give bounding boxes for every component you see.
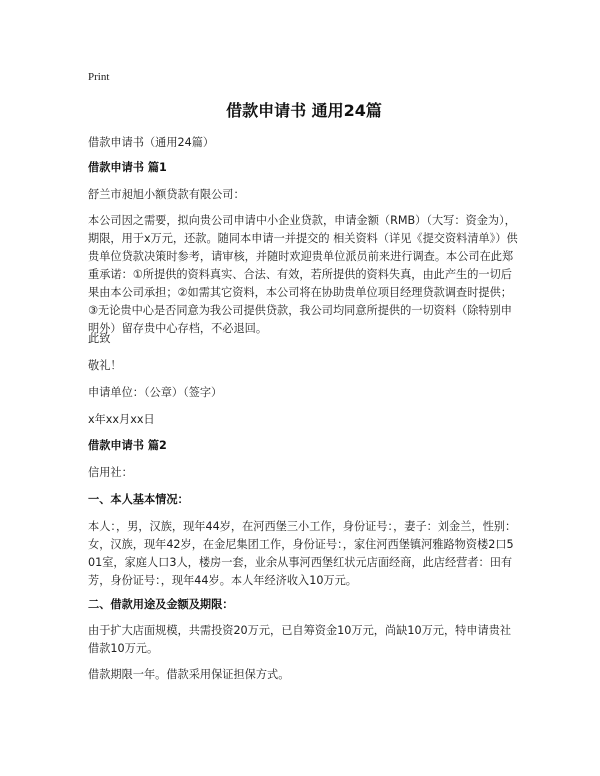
- print-link[interactable]: Print: [88, 71, 110, 83]
- section-2-sub2-body: 由于扩大店面规模，共需投资20万元，已自筹资金10万元，尚缺10万元，特申请贵社借款10万元。: [88, 624, 512, 655]
- intro-line: 借款申请书（通用24篇）: [88, 136, 215, 149]
- section-2-sub1-heading: 一、本人基本情况：: [88, 493, 189, 506]
- section-2-sub1-body: 本人：，男，汉族，现年44岁，在河西堡三小工作，身份证号：，妻子：刘金兰，性别：女，汉族，现年42岁，在金尼集团工作，身份证号：，家住河西堡镇河雅路物资楼2口501室，家庭人口3人，楼房一套，业余从事河西堡红状元店面经商，此店经营者：田有芳，身份证号：，现年44岁。本人年经济收入10万元。: [88, 520, 517, 587]
- section-2-heading: 借款申请书 篇2: [88, 439, 167, 452]
- section-1-date: x年xx月xx日: [88, 413, 155, 426]
- section-1-heading: 借款申请书 篇1: [88, 161, 167, 174]
- section-1-body: 本公司因之需要，拟向贵公司申请中小企业贷款，申请金额（RMB）（大写：资金为），期限，用于x万元，还款。随同本申请一并提交的 相关资料（详见《提交资料清单》）供贵单位贷款决策时参考，请审核，并随时欢迎贵单位派员前来进行调查。本公司在此郑重承诺：①所提供的资料真实、合法、有效，若所提供的资料失真，由此产生的一切后果由本公司承担；②如需其它资料，本公司将在协助贵单位项目经理贷款调查时提供；③无论贵中心是否同意为我公司提供贷款，我公司均同意所提供的一切资料（除特别申明外）留存贵中心存档，不必退回。: [88, 214, 518, 335]
- document-title: 借款申请书 通用24篇: [226, 101, 382, 120]
- section-2-salutation: 信用社：: [88, 466, 133, 479]
- section-2-sub2-term: 借款期限一年。借款采用保证担保方式。: [88, 668, 290, 681]
- section-1-salutation: 舒兰市昶旭小额贷款有限公司：: [88, 188, 245, 201]
- section-2-sub2-heading: 二、借款用途及金额及期限：: [88, 598, 234, 611]
- section-1-signature: 申请单位：（公章）（签字）: [88, 386, 223, 399]
- section-1-closing-2: 敬礼！: [88, 359, 122, 372]
- section-1-closing-1: 此致: [88, 332, 111, 345]
